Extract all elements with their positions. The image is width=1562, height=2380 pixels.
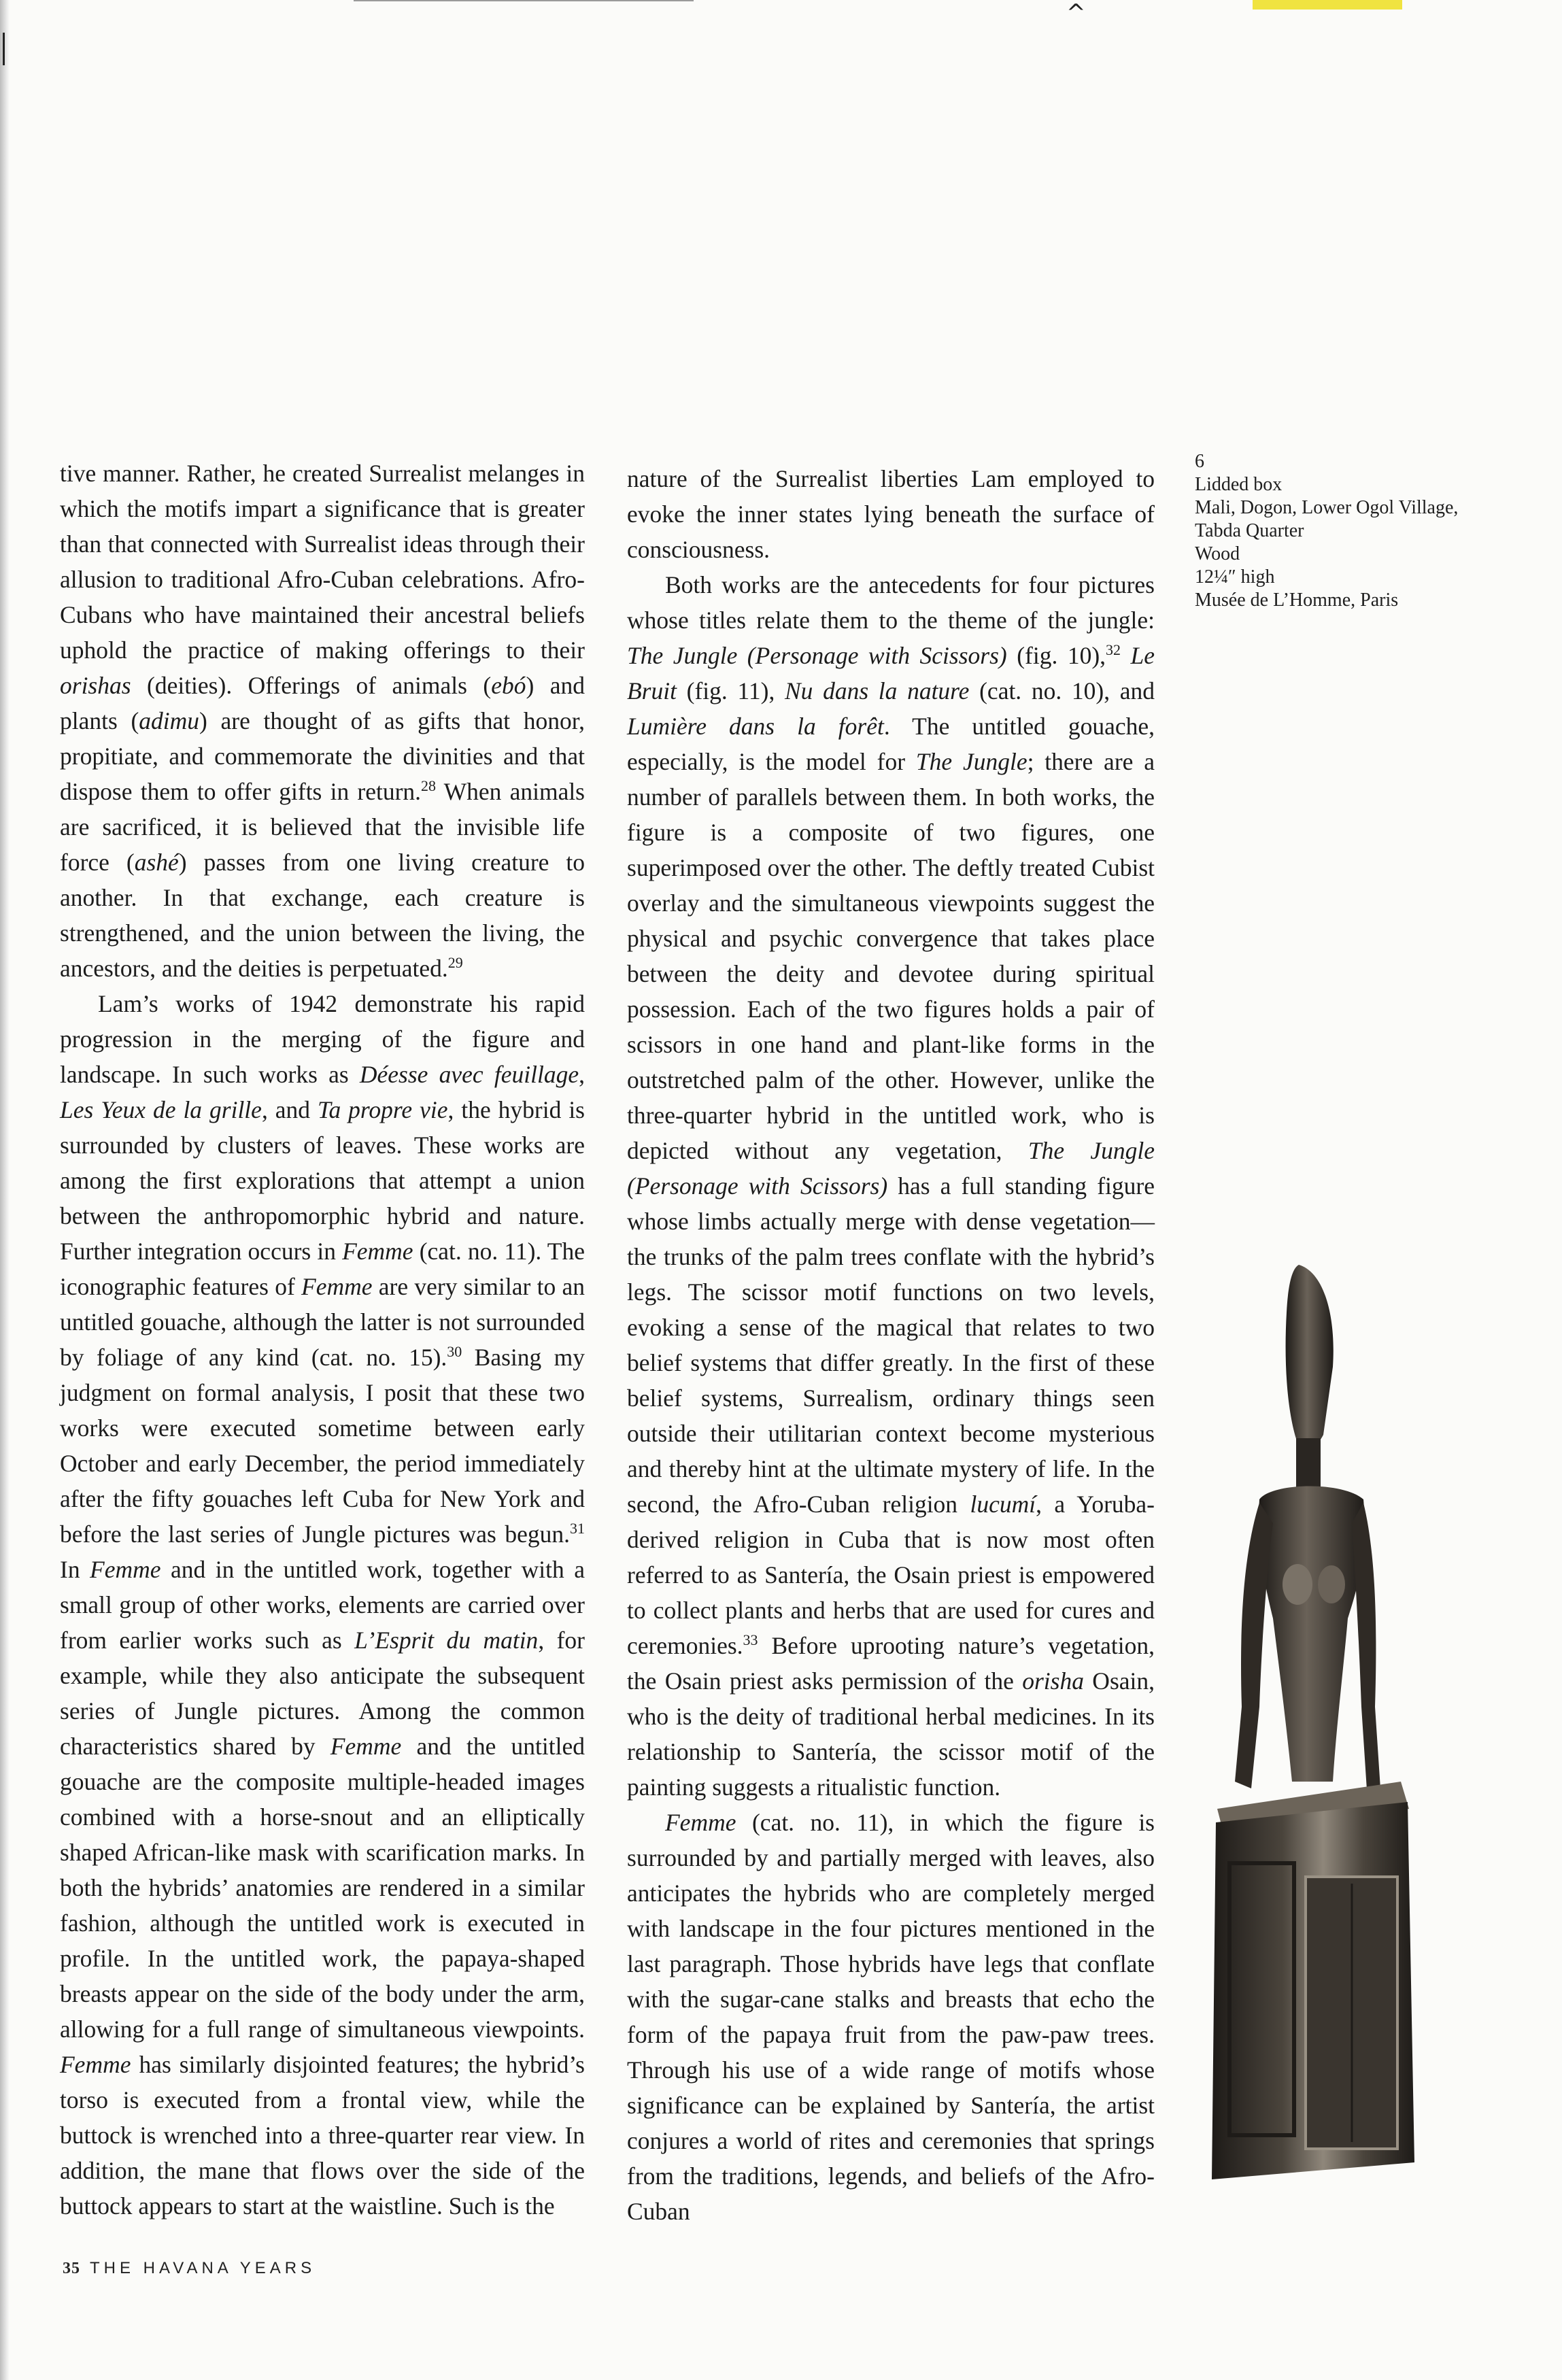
right-column-paragraph: Both works are the antecedents for four pictures whose titles relate them to the theme of the jungle: The Jungle (Personage with Scissors) (fig. 10),$^{32}$ Le Bruit (fig. 11), Nu dans la nature (cat. no. 10), and Lumière dans la forêt. The untitled gouache, especially, is the model for The Jungle; there are a number of parallels between them. In both works, the figure is a composite of two figures, one superimposed over the other. The deftly treated Cubist overlay and the simultaneous viewpoints suggest the physical and psychic convergence that takes place between the deity and devotee during spiritual possession. Each of the two figures holds a pair of scissors in one hand and plant-like forms in the outstretched palm of the other. However, unlike the three-quarter hybrid in the untitled work, who is depicted without any vegetation, The Jungle (Personage with Scissors) has a full standing figure whose limbs actually merge with dense vegetation—the trunks of the palm trees conflate with the hybrid’s legs. The scissor motif functions on two levels, evoking a sense of the magical that relates to two belief systems that differ greatly. In the first of these belief systems, Surrealism, ordinary things seen outside their utilitarian context become mysterious and thereby hint at the ultimate mystery of life. In the second, the Afro-Cuban religion lucumí, a Yoruba-derived religion in Cuba that is now most often referred to as Santería, the Osain priest is empowered to collect plants and herbs that are used for cures and ceremonies.$^{33}$ Before uprooting nature’s vegetation, the Osain priest asks permission of the orisha Osain, who is the deity of traditional herbal medicines. In its relationship to Santería, the scissor motif of the painting suggests a ritualistic function.	[627, 571, 1155, 1801]
italic-term: The Jungle	[915, 748, 1028, 775]
left-column-paragraph: Lam’s works of 1942 demonstrate his rapid progression in the merging of the figure and landscape. In such works as Déesse avec feuillage, Les Yeux de la grille, and Ta propre vie, the hybrid is surrounded by clusters of leaves. These works are among the first explorations that attempt a union between the anthropomorphic hybrid and nature. Further integration occurs in Femme (cat. no. 11). The iconographic features of Femme are very similar to an untitled gouache, although the latter is not surrounded by foliage of any kind (cat. no. 15).$^{30}$ Basing my judgment on formal analysis, I posit that these two works were executed sometime between early October and early December, the period immediately after the fifty gouaches left Cuba for New York and before the last series of Jungle pictures was begun.$^{31}$ In Femme and in the untitled work, together with a small group of other works, elements are carried over from earlier works such as L’Esprit du matin, for example, while they also anticipate the subsequent series of Jungle pictures. Among the common characteristics shared by Femme and the untitled gouache are the composite multiple-headed images combined with a horse-snout and an elliptically shaped African-like mask with scarification marks. In both the hybrids’ anatomies are rendered in a similar fashion, although the untitled work is executed in profile. In the untitled work, the papaya-shaped breasts appear on the side of the body under the arm, allowing for a full range of simultaneous viewpoints. Femme has similarly disjointed features; the hybrid’s torso is executed from a frontal view, while the buttock is wrenched into a three-quarter rear view. In addition, the mane that flows over the side of the buttock appears to start at the waistline. Such is the	[60, 990, 585, 2220]
italic-term: The Jungle (Personage with Scissors)	[627, 642, 1007, 669]
figure-arm-right	[1352, 1503, 1380, 1790]
figure-head	[1286, 1265, 1334, 1448]
caption-origin: Mali, Dogon, Lower Ogol Village,	[1195, 497, 1459, 518]
footnote-ref: 30	[447, 1343, 462, 1361]
running-footer	[63, 2259, 316, 2278]
caption-number: 6	[1195, 451, 1204, 472]
italic-term: Ta propre vie	[317, 1096, 448, 1123]
caption-collection: Musée de L’Homme, Paris	[1195, 590, 1399, 611]
right-text-column	[627, 461, 1155, 2229]
caption-origin-2: Tabda Quarter	[1195, 520, 1304, 541]
left-column-paragraph: tive manner. Rather, he created Surrealist melanges in which the motifs impart a significance that is greater than that connected with Surrealist ideas through their allusion to traditional Afro-Cuban celebrations. Afro-Cubans who have maintained their ancestral beliefs uphold the practice of making offerings to their orishas (deities). Offerings of animals (ebó) and plants (adimu) are thought of as gifts that honor, propitiate, and commemorate the divinities and that dispose them to offer gifts in return.$^{28}$ When animals are sacrificed, it is believed that the invisible life force (ashé) passes from one living creature to another. In that exchange, each creature is strengthened, and the union between the living, the ancestors, and the deities is perpetuated.$^{29}$	[60, 460, 585, 982]
figure-breast-left	[1283, 1564, 1312, 1605]
footnote-ref: 33	[743, 1631, 758, 1649]
italic-term: lucumí	[970, 1491, 1036, 1518]
footnote-ref: 31	[570, 1520, 585, 1537]
figure-arm-left	[1235, 1503, 1273, 1788]
italic-term: orisha	[1022, 1667, 1084, 1695]
italic-term: Femme	[90, 1556, 161, 1583]
italic-term: Femme	[342, 1238, 413, 1265]
spine-mark	[3, 33, 5, 65]
italic-term: Femme	[330, 1733, 402, 1760]
italic-term: adimu	[139, 707, 200, 734]
book-spine-shadow	[0, 0, 10, 2380]
italic-term: ebó	[491, 672, 526, 699]
caption-medium: Wood	[1195, 543, 1240, 564]
caret-mark-icon: ^	[1066, 0, 1086, 27]
right-column-paragraph: nature of the Surrealist liberties Lam employed to evoke the inner states lying beneath the surface of consciousness.	[627, 465, 1155, 563]
italic-term: ashé	[134, 849, 179, 876]
italic-term: Déesse avec feuillage	[359, 1061, 579, 1088]
running-title: THE HAVANA YEARS	[90, 2259, 316, 2277]
italic-term: orishas	[60, 672, 131, 699]
italic-term: Lumière dans la forêt	[627, 713, 884, 740]
footnote-ref: 32	[1106, 641, 1121, 659]
figure-breast-right	[1318, 1565, 1345, 1603]
figure-caption	[1195, 450, 1494, 612]
caption-dimensions: 12¼″ high	[1195, 566, 1275, 588]
figure-torso	[1259, 1486, 1365, 1782]
italic-term: Femme	[665, 1809, 736, 1836]
italic-term: L’Esprit du matin	[354, 1627, 539, 1654]
italic-term: Les Yeux de la grille	[60, 1096, 262, 1123]
top-edge-rule	[354, 0, 694, 1]
footnote-ref: 29	[447, 954, 463, 972]
lidded-box-photograph	[1197, 1265, 1421, 2183]
caption-title: Lidded box	[1195, 474, 1283, 495]
italic-term: Le Bruit	[627, 642, 1155, 704]
page-number: 35	[63, 2260, 80, 2277]
right-column-paragraph: Femme (cat. no. 11), in which the figure is surrounded by and partially merged with leaves, also anticipates the hybrids who are completely merged with landscape in the four pictures mentioned in the last paragraph. Those hybrids have legs that conflate with the sugar-cane stalks and breasts that echo the form of the papaya fruit from the paw-paw trees. Through his use of a wide range of motifs whose significance can be explained by Santería, the artist conjures a world of rites and ceremonies that springs from the traditions, legends, and beliefs of the Afro-Cuban	[627, 1809, 1155, 2225]
figure-neck	[1296, 1438, 1321, 1493]
italic-term: Femme	[60, 2051, 131, 2078]
footnote-ref: 28	[421, 777, 437, 795]
yellow-tab	[1253, 0, 1402, 10]
italic-term: Nu dans la nature	[784, 677, 970, 704]
left-text-column	[60, 456, 585, 2224]
italic-term: Femme	[301, 1273, 373, 1300]
italic-term: The Jungle (Personage with Scissors)	[627, 1137, 1155, 1200]
